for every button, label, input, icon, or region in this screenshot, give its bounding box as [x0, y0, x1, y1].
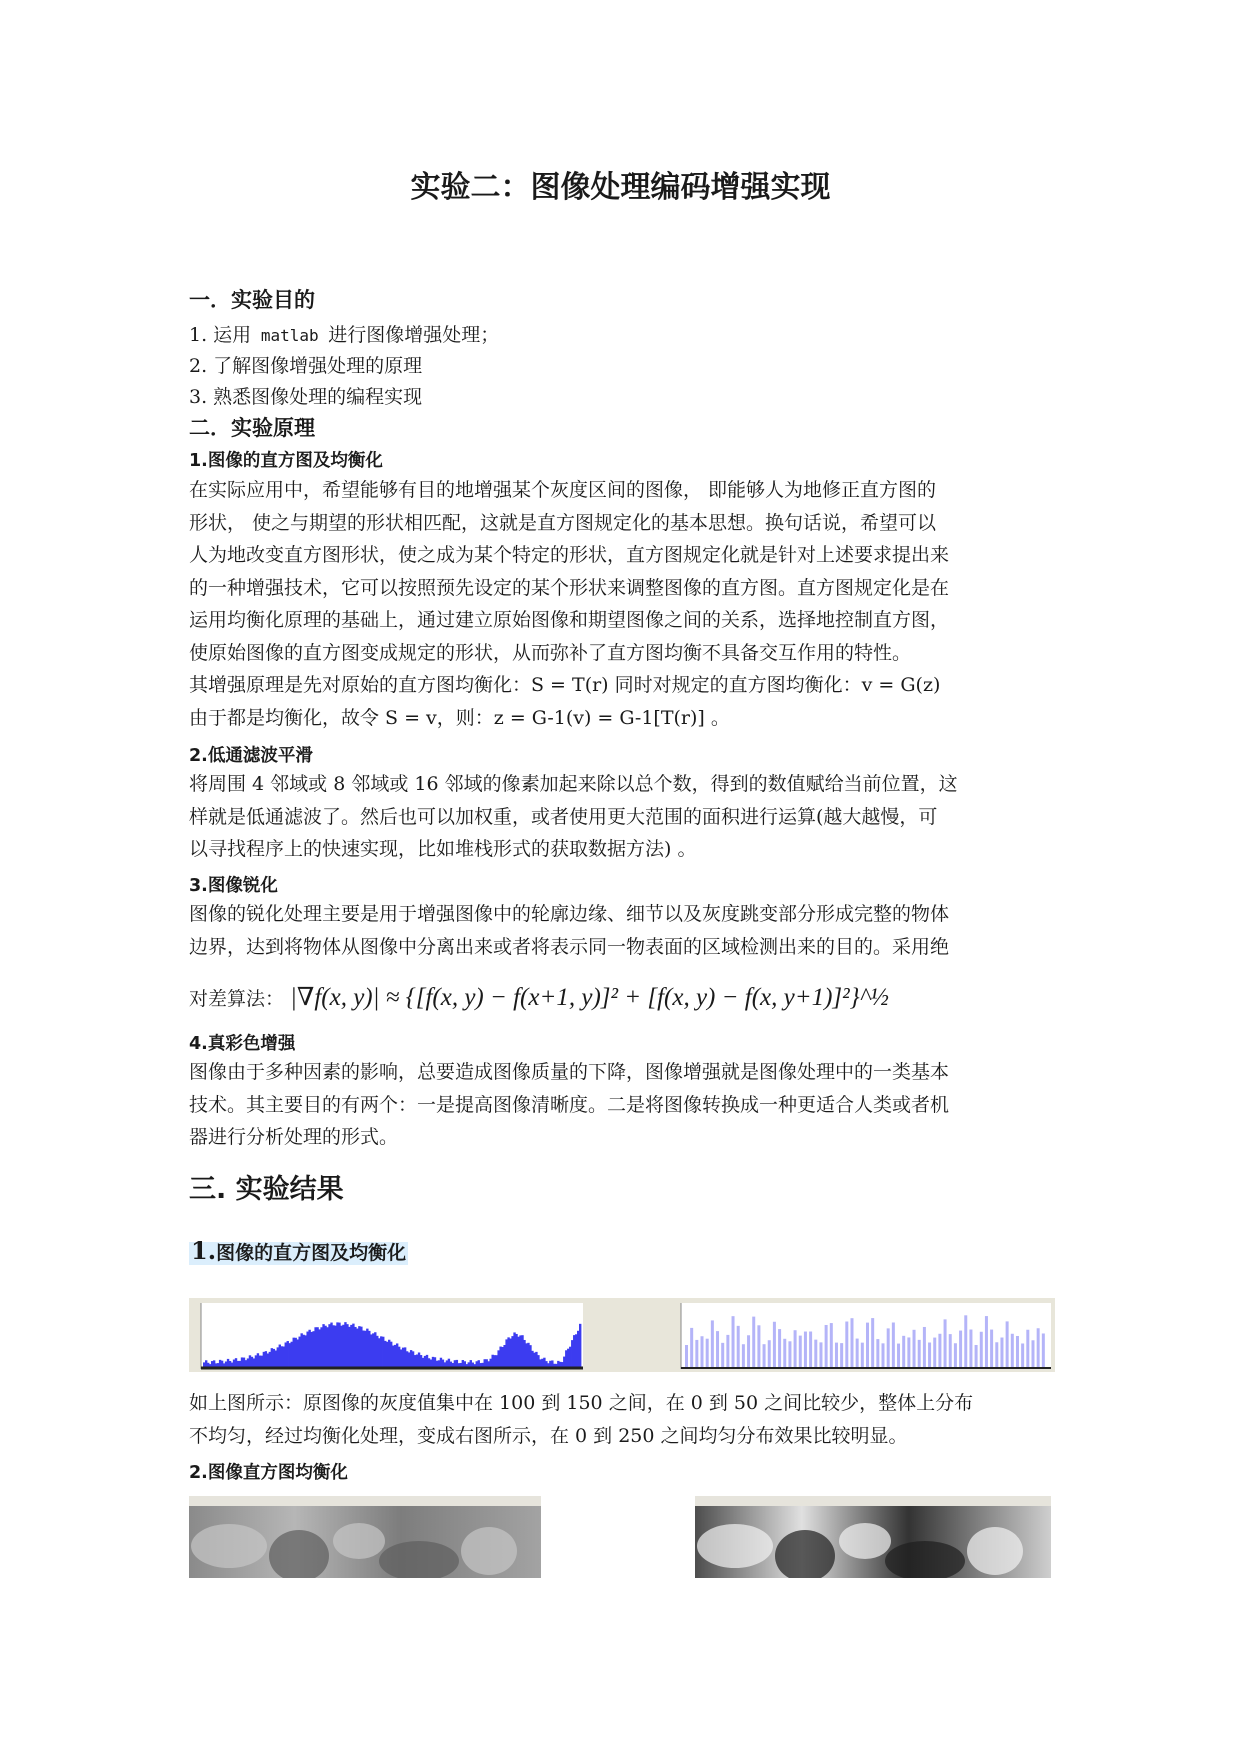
text-line: 的一种增强技术，它可以按照预先设定的某个形状来调整图像的直方图。直方图规定化是在 [189, 576, 950, 599]
result1-title [189, 1236, 408, 1265]
text-line: 形状， 使之与期望的形状相匹配，这就是直方图规定化的基本思想。换句话说，希望可以 [189, 511, 937, 534]
text-line: 以寻找程序上的快速实现，比如堆栈形式的获取数据方法) 。 [189, 838, 697, 860]
image-comparison-figure [189, 1496, 1055, 1578]
formula-label: 对差算法： [189, 987, 285, 1010]
page-title: 实验二：图像处理编码增强实现 [410, 170, 831, 205]
section2-heading: 二．实验原理 [189, 416, 315, 440]
text-line: 图像由于多种因素的影响，总要造成图像质量的下降，图像增强就是图像处理中的一类基本 [189, 1061, 950, 1083]
result2-title: 2.图像直方图均衡化 [189, 1463, 348, 1483]
objective-item [189, 351, 422, 378]
result1-paragraph [189, 1387, 1055, 1452]
sub2-paragraph [189, 768, 1055, 866]
result1-title-text: 图像的直方图及均衡化 [216, 1242, 407, 1264]
objective-item [189, 382, 422, 409]
histogram-comparison-image [189, 1298, 1055, 1372]
sub4-title: 4.真彩色增强 [189, 1034, 296, 1054]
result1-title-num: 1. [191, 1236, 217, 1265]
objective-text: 了解图像增强处理的原理 [213, 355, 423, 377]
objective-item [189, 320, 499, 347]
histogram-figure [189, 1298, 1055, 1372]
text-line: 不均匀，经过均衡化处理，变成右图所示，在 0 到 250 之间均匀分布效果比较明显。 [189, 1424, 908, 1447]
objective-text: 运用 [213, 324, 252, 346]
sub1-paragraph [189, 474, 1055, 734]
text-line: 其增强原理是先对原始的直方图均衡化：S = T(r) 同时对规定的直方图均衡化：v = G(z) [189, 674, 941, 696]
objective-number: 3. [189, 386, 214, 408]
sharpening-formula [189, 982, 889, 1012]
text-line: 技术。其主要目的有两个：一是提高图像清晰度。二是将图像转换成一种更适合人类或者机 [189, 1093, 950, 1116]
text-line: 使原始图像的直方图变成规定的形状，从而弥补了直方图均衡不具备交互作用的特性。 [189, 641, 912, 664]
objective-number: 1. [189, 324, 214, 346]
text-line: 运用均衡化原理的基础上，通过建立原始图像和期望图像之间的关系，选择地控制直方图， [189, 609, 950, 631]
text-line: 样就是低通滤波了。然后也可以加权重，或者使用更大范围的面积进行运算(越大越慢，可 [189, 805, 938, 828]
sub4-paragraph [189, 1056, 1055, 1154]
text-line: 图像的锐化处理主要是用于增强图像中的轮廓边缘、细节以及灰度跳变部分形成完整的物体 [189, 903, 950, 925]
objective-code: matlab [251, 326, 329, 345]
text-line: 人为地改变直方图形状，使之成为某个特定的形状，直方图规定化就是针对上述要求提出来 [189, 544, 950, 566]
equalization-image-comparison [189, 1496, 1055, 1578]
formula-expression: |∇f(x, y)| ≈ {[f(x, y) − f(x+1, y)]² + [f(x, y) − f(x, y+1)]²}^½ [290, 984, 889, 1011]
result1-title-highlight [189, 1236, 408, 1265]
objective-number: 2. [189, 355, 214, 377]
sub2-title: 2.低通滤波平滑 [189, 746, 313, 766]
section3-heading: 三. 实验结果 [189, 1174, 344, 1205]
objective-text: 熟悉图像处理的编程实现 [213, 386, 423, 408]
text-line: 由于都是均衡化，故令 S = v，则：z = G-1(v) = G-1[T(r)] 。 [189, 706, 730, 729]
sub3-title: 3.图像锐化 [189, 876, 278, 896]
sub3-paragraph [189, 898, 1055, 963]
sub1-title: 1.图像的直方图及均衡化 [189, 451, 383, 471]
text-line: 将周围 4 邻域或 8 邻域或 16 邻域的像素加起来除以总个数，得到的数值赋给当前位置，这 [189, 773, 958, 795]
text-line: 边界，达到将物体从图像中分离出来或者将表示同一物表面的区域检测出来的目的。采用绝 [189, 935, 950, 958]
text-line: 在实际应用中，希望能够有目的地增强某个灰度区间的图像， 即能够人为地修正直方图的 [189, 479, 937, 501]
objective-text-tail: 进行图像增强处理； [328, 324, 500, 346]
text-line: 器进行分析处理的形式。 [189, 1126, 399, 1148]
text-line: 如上图所示：原图像的灰度值集中在 100 到 150 之间，在 0 到 50 之间比较少，整体上分布 [189, 1392, 974, 1414]
section1-heading: 一．实验目的 [189, 288, 315, 312]
